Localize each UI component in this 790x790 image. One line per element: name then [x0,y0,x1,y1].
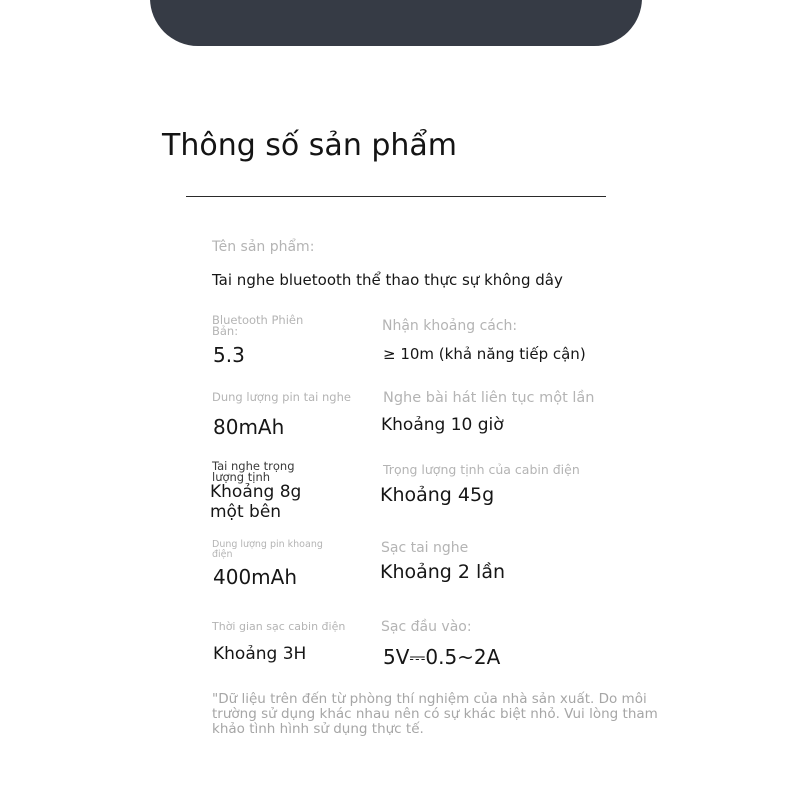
top-banner [150,0,642,46]
earbud-battery-value: 80mAh [213,415,285,439]
bluetooth-version-value: 5.3 [213,343,245,367]
bluetooth-version-label: Bluetooth Phiên Bản: [212,313,304,338]
case-battery-value: 400mAh [213,565,298,589]
case-charge-time-label: Thời gian sạc cabin điện [212,620,346,633]
earbud-weight-value: Khoảng 8g một bên [210,482,302,522]
earbud-battery-label: Dung lượng pin tai nghe [212,390,351,404]
case-battery-label: Dung lượng pin khoang điện [212,539,323,560]
earbud-weight-label: Tai nghe trọng lượng tịnh [212,459,295,484]
playtime-value: Khoảng 10 giờ [381,415,504,435]
title-divider [186,196,606,197]
case-charge-time-value: Khoảng 3H [213,644,307,664]
product-name-value: Tai nghe bluetooth thể thao thực sự không dây [212,271,563,289]
range-value: ≥ 10m (khả năng tiếp cận) [383,345,586,363]
footnote: "Dữ liệu trên đến từ phòng thí nghiệm của nhà sản xuất. Do môi trường sử dụng khác nhau nên có sự khác biệt nhỏ. Vui lòng tham khảo tình hình sử dụng thực tế. [212,691,658,737]
input-label: Sạc đầu vào: [381,619,472,635]
page-title: Thông số sản phẩm [162,128,458,163]
case-weight-label: Trọng lượng tịnh của cabin điện [383,462,580,477]
playtime-label: Nghe bài hát liên tục một lần [383,390,595,406]
charge-times-value: Khoảng 2 lần [380,561,506,583]
product-name-label: Tên sản phẩm: [212,239,315,255]
range-label: Nhận khoảng cách: [382,318,518,334]
case-weight-value: Khoảng 45g [380,484,495,506]
input-value: 5V⎓0.5~2A [383,645,501,669]
charge-times-label: Sạc tai nghe [381,540,469,556]
